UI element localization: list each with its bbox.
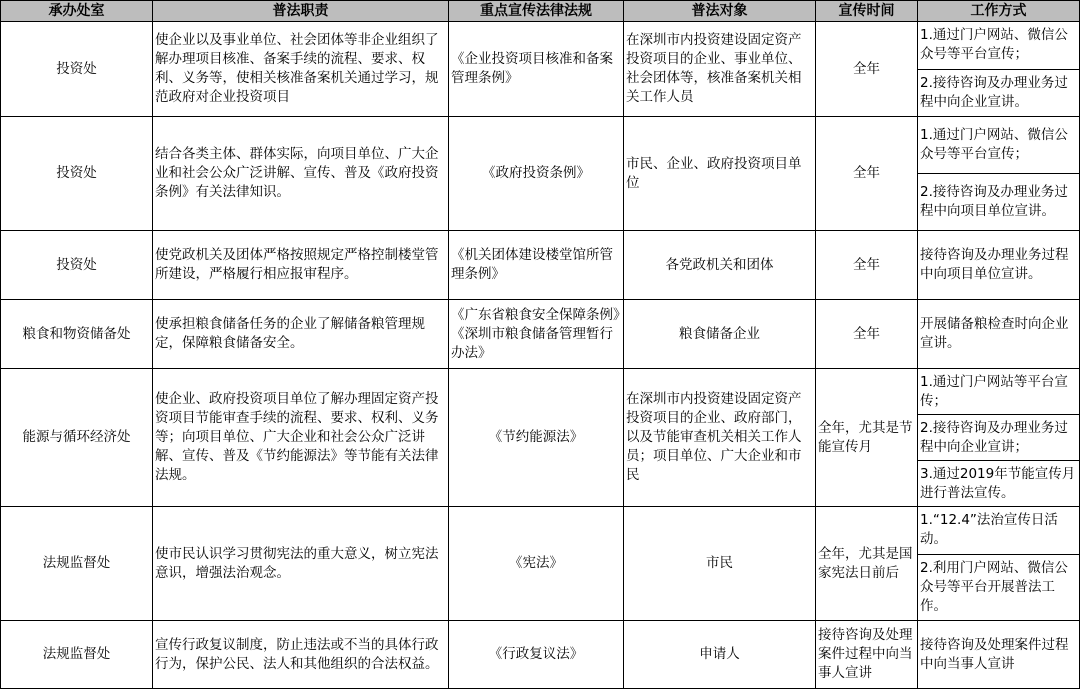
method-item: 1.通过门户网站等平台宣传；	[918, 369, 1079, 415]
header-duty: 普法职责	[153, 1, 449, 22]
time-cell: 全年	[816, 117, 918, 231]
header-methods: 工作方式	[918, 1, 1080, 22]
table-row	[1, 369, 1080, 507]
target-cell: 市民	[624, 507, 816, 621]
method-item: 1.“12.4”法治宣传日活动。	[918, 507, 1079, 555]
duty-cell: 使承担粮食储备任务的企业了解储备粮管理规定，保障粮食储备安全。	[153, 300, 449, 369]
methods-list	[918, 621, 1079, 688]
table-row	[1, 231, 1080, 300]
method-item: 3.通过2019年节能宣传月进行普法宣传。	[920, 465, 1076, 501]
duty-cell: 使市民认识学习贯彻宪法的重大意义，树立宪法意识，增强法治观念。	[153, 507, 449, 621]
method-item: 开展储备粮检查时向企业宣讲。	[920, 316, 1069, 351]
header-laws: 重点宣传法律法规	[449, 1, 624, 22]
office-cell: 法规监督处	[1, 507, 153, 621]
header-target: 普法对象	[624, 1, 816, 22]
time-cell: 全年	[816, 22, 918, 117]
target-cell: 各党政机关和团体	[624, 231, 816, 300]
target-cell: 在深圳市内投资建设固定资产投资项目的企业、政府部门，以及节能审查机关相关工作人员；项目单位、广大企业和市民	[624, 369, 816, 507]
time-cell: 全年	[816, 231, 918, 300]
office-cell: 能源与循环经济处	[1, 369, 153, 507]
methods-cell	[918, 300, 1080, 369]
time-cell: 全年，尤其是节能宣传月	[816, 369, 918, 507]
methods-list	[918, 22, 1079, 116]
office-cell: 投资处	[1, 117, 153, 231]
methods-cell	[918, 22, 1080, 117]
laws-cell: 《政府投资条例》	[449, 117, 624, 231]
table-row	[1, 507, 1080, 621]
table-row	[1, 621, 1080, 689]
methods-cell	[918, 369, 1080, 507]
target-cell: 市民、企业、政府投资项目单位	[624, 117, 816, 231]
method-item: 2.接待咨询及办理业务过程中向项目单位宣讲。	[920, 184, 1068, 219]
method-item: 1.通过门户网站、微信公众号等平台宣传；	[918, 22, 1079, 70]
table-row	[1, 22, 1080, 117]
methods-cell	[918, 621, 1080, 689]
office-cell: 投资处	[1, 231, 153, 300]
time-cell: 接待咨询及处理案件过程中向当事人宣讲	[816, 621, 918, 689]
method-item: 接待咨询及办理业务过程中向项目单位宣讲。	[920, 247, 1069, 282]
duty-cell: 使企业、政府投资项目单位了解办理固定资产投资项目节能审查手续的流程、要求、权利、义务等；向项目单位、广大企业和社会公众广泛讲解、宣传、普及《节约能源法》等节能有关法律法规。	[153, 369, 449, 507]
laws-cell: 《企业投资项目核准和备案管理条例》	[449, 22, 624, 117]
method-item: 2.接待咨询及办理业务过程中向企业宣讲。	[920, 74, 1068, 110]
header-office: 承办处室	[1, 1, 153, 22]
laws-cell: 《机关团体建设楼堂馆所管理条例》	[449, 231, 624, 300]
methods-cell	[918, 231, 1080, 300]
table-header-row	[1, 1, 1080, 22]
laws-cell: 《广东省粮食安全保障条例》《深圳市粮食储备管理暂行办法》	[449, 300, 624, 369]
time-cell: 全年	[816, 300, 918, 369]
methods-list	[918, 117, 1079, 230]
methods-list	[918, 231, 1079, 299]
methods-list	[918, 507, 1079, 620]
table-row	[1, 300, 1080, 369]
laws-cell: 《宪法》	[449, 507, 624, 621]
target-cell: 粮食储备企业	[624, 300, 816, 369]
office-cell: 法规监督处	[1, 621, 153, 689]
method-item: 2.利用门户网站、微信公众号等平台开展普法工作。	[920, 559, 1068, 614]
method-item: 1.通过门户网站、微信公众号等平台宣传；	[918, 117, 1079, 174]
header-time: 宣传时间	[816, 1, 918, 22]
method-item: 2.接待咨询及办理业务过程中向企业宣讲；	[918, 415, 1079, 461]
laws-cell: 《行政复议法》	[449, 621, 624, 689]
target-cell: 在深圳市内投资建设固定资产投资项目的企业、事业单位、社会团体等，核准备案机关相关工作人员	[624, 22, 816, 117]
office-cell: 粮食和物资储备处	[1, 300, 153, 369]
office-cell: 投资处	[1, 22, 153, 117]
duty-cell: 使企业以及事业单位、社会团体等非企业组织了解办理项目核准、备案手续的流程、要求、权利、义务等，使相关核准备案机关通过学习，规范政府对企业投资项目	[153, 22, 449, 117]
duty-cell: 结合各类主体、群体实际，向项目单位、广大企业和社会公众广泛讲解、宣传、普及《政府投资条例》有关法律知识。	[153, 117, 449, 231]
duty-cell: 使党政机关及团体严格按照规定严格控制楼堂管所建设，严格履行相应报审程序。	[153, 231, 449, 300]
table-row	[1, 117, 1080, 231]
duty-cell: 宣传行政复议制度，防止违法或不当的具体行政行为，保护公民、法人和其他组织的合法权益。	[153, 621, 449, 689]
method-item: 接待咨询及处理案件过程中向当事人宣讲	[920, 636, 1069, 672]
methods-list	[918, 369, 1079, 506]
methods-cell	[918, 507, 1080, 621]
methods-list	[918, 300, 1079, 368]
methods-cell	[918, 117, 1080, 231]
laws-cell: 《节约能源法》	[449, 369, 624, 507]
target-cell: 申请人	[624, 621, 816, 689]
time-cell: 全年，尤其是国家宪法日前后	[816, 507, 918, 621]
